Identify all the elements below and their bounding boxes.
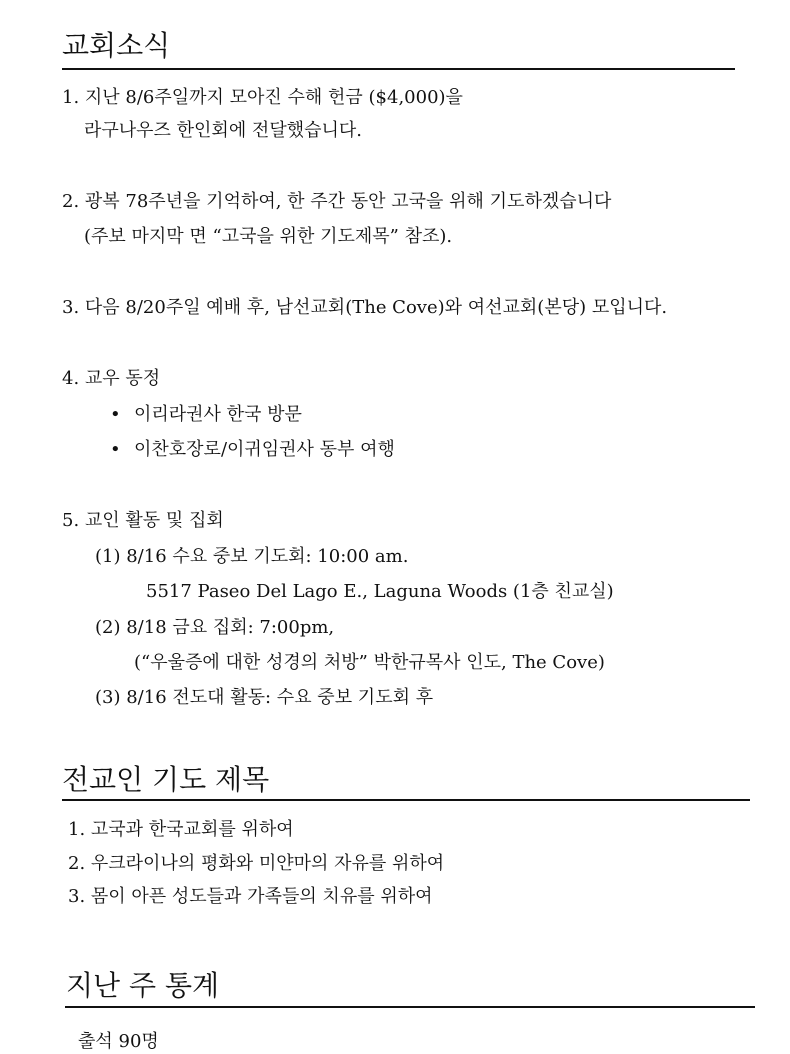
- attendance-text: 출석 90명: [78, 1031, 159, 1052]
- news-item-4-bullet-1: • 이리라권사 한국 방문: [110, 404, 302, 425]
- news-divider: [62, 68, 735, 70]
- news-item-1-cont: 라구나우즈 한인회에 전달했습니다.: [84, 120, 362, 141]
- news-item-4-bullet-2: • 이찬호장로/이귀임권사 동부 여행: [110, 439, 395, 460]
- news-item-5-sub-2-detail: (“우울증에 대한 성경의 처방” 박한규목사 인도, The Cove): [134, 652, 605, 673]
- news-item-2-cont: (주보 마지막 면 “고국을 위한 기도제목” 참조).: [84, 226, 453, 247]
- news-item-5-sub-1-address: 5517 Paseo Del Lago E., Laguna Woods (1층 친교실): [146, 581, 614, 602]
- prayer-heading: 전교인 기도 제목: [62, 763, 270, 796]
- news-item-5: 5. 교인 활동 및 집회: [62, 510, 224, 531]
- prayer-divider: [62, 799, 750, 801]
- bullet-text: 이리라권사 한국 방문: [134, 404, 302, 425]
- news-item-3: 3. 다음 8/20주일 예배 후, 남선교회(The Cove)와 여선교회(본당) 모입니다.: [62, 297, 668, 318]
- news-item-5-sub-3: (3) 8/16 전도대 활동: 수요 중보 기도회 후: [95, 687, 434, 708]
- prayer-item-3: 3. 몸이 아픈 성도들과 가족들의 치유를 위하여: [68, 886, 433, 907]
- news-item-1: 1. 지난 8/6주일까지 모아진 수해 헌금 ($4,000)을: [62, 87, 463, 108]
- prayer-item-1: 1. 고국과 한국교회를 위하여: [68, 819, 294, 840]
- news-item-2: 2. 광복 78주년을 기억하여, 한 주간 동안 고국을 위해 기도하겠습니다: [62, 191, 612, 212]
- news-item-4: 4. 교우 동정: [62, 368, 161, 389]
- news-item-5-sub-2: (2) 8/18 금요 집회: 7:00pm,: [95, 617, 335, 638]
- news-heading: 교회소식: [62, 29, 171, 62]
- prayer-item-2: 2. 우크라이나의 평화와 미얀마의 자유를 위하여: [68, 853, 445, 874]
- bullet-text: 이찬호장로/이귀임권사 동부 여행: [134, 439, 395, 460]
- stats-heading: 지난 주 통계: [66, 969, 220, 1002]
- news-item-5-sub-1: (1) 8/16 수요 중보 기도회: 10:00 am.: [95, 546, 409, 567]
- stats-divider: [65, 1006, 755, 1008]
